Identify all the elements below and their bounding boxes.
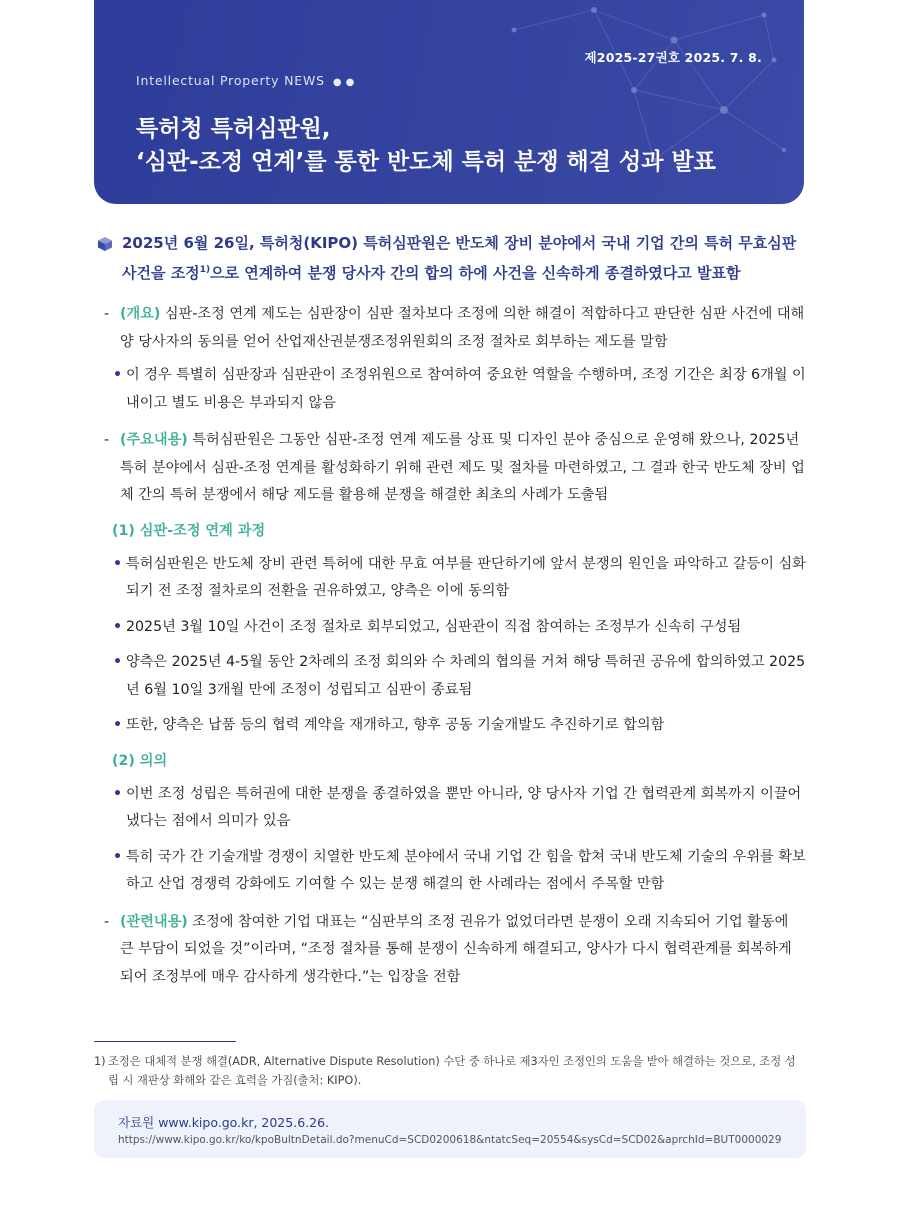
process-item-4: 또한, 양측은 납품 등의 협력 계약을 재개하고, 향후 공동 기술개발도 추진하기로 합의함 <box>126 717 665 733</box>
footnote-marker: 1) <box>94 1055 106 1068</box>
dash-marker: - <box>104 432 110 448</box>
article-body <box>94 230 806 991</box>
overview-label: (개요) <box>120 306 161 322</box>
list-item <box>94 649 806 704</box>
process-item-1: 특허심판원은 반도체 장비 관련 특허에 대한 무효 여부를 판단하기에 앞서 분쟁의 원인을 파악하고 갈등이 심화되기 전 조정 절차로의 전환을 권유하였고, 양측은 이에 동의함 <box>126 555 806 599</box>
main-content-label: (주요내용) <box>120 432 188 448</box>
cube-icon <box>97 236 113 252</box>
footnote-ref[interactable]: 1) <box>199 265 211 275</box>
process-heading: (1) 심판-조정 연계 과정 <box>112 522 266 539</box>
footnote <box>94 1052 806 1090</box>
process-item-2: 2025년 3월 10일 사건이 조정 절차로 회부되었고, 심판관이 직접 참여하는 조정부가 신속히 구성됨 <box>126 618 742 635</box>
title-line-2: ‘심판-조정 연계’를 통한 반도체 특허 분쟁 해결 성과 발표 <box>136 149 716 175</box>
significance-item-1: 이번 조정 성립은 특허권에 대한 분쟁을 종결하였을 뿐만 아니라, 양 당사자 기업 간 협력관계 회복까지 이끌어 냈다는 점에서 의미가 있음 <box>126 785 802 829</box>
footnote-text: 조정은 대체적 분쟁 해결(ADR, Alternative Dispute Resolution) 수단 중 하나로 제3자인 조정인의 도움을 받아 해결하는 것으로, 조정 성립 시 재판상 화해와 같은 효력을 가짐(출처: KIPO). <box>108 1055 796 1087</box>
newsletter-label <box>136 73 358 88</box>
list-item <box>94 781 806 836</box>
bullet-icon: • <box>113 654 123 670</box>
lead-text-1: 2025년 6월 26일, 특허청(KIPO) 특허심판원은 반도체 장비 분야에서 국내 기업 간의 특허 무효심판 사건을 조정 <box>122 234 797 282</box>
related-label: (관련내용) <box>120 913 188 930</box>
list-item <box>94 614 806 642</box>
significance-heading: (2) 의의 <box>112 752 168 769</box>
overview-paragraph <box>94 301 806 356</box>
overview-text: 심판-조정 연계 제도는 심판장이 심판 절차보다 조정에 의한 해결이 적합하다고 판단한 심판 사건에 대해 양 당사자의 동의를 얻어 산업재산권분쟁조정위원회의 조정 절차로 회부하는 제도를 말함 <box>120 306 805 350</box>
lead-summary <box>94 230 806 287</box>
significance-item-2: 특히 국가 간 기술개발 경쟁이 치열한 반도체 분야에서 국내 기업 간 힘을 합쳐 국내 반도체 기술의 우위를 확보하고 산업 경쟁력 강화에도 기여할 수 있는 분쟁 해결의 한 사례라는 점에서 주목할 만함 <box>126 848 806 892</box>
bullet-icon: • <box>113 717 123 733</box>
source-line: 자료원 www.kipo.go.kr, 2025.6.26. <box>118 1115 329 1130</box>
dash-marker: - <box>104 913 110 930</box>
main-content-text: 특허심판원은 그동안 심판-조정 연계 제도를 상표 및 디자인 분야 중심으로 운영해 왔으나, 2025년 특허 분야에서 심판-조정 연계를 활성화하기 위해 관련 제도 및 절차를 마련하였고, 그 결과 한국 반도체 장비 업체 간의 특허 분쟁에서 해당 제도를 활용해 분쟁을 해결한 최초의 사례가 도출됨 <box>120 432 805 503</box>
list-item <box>94 362 806 417</box>
list-item <box>94 551 806 606</box>
footnote-divider <box>94 1041 236 1042</box>
main-content-paragraph <box>94 427 806 510</box>
bullet-icon: • <box>113 367 123 383</box>
dash-marker: - <box>104 306 110 322</box>
source-url-link[interactable]: https://www.kipo.go.kr/ko/kpoBultnDetail.do?menuCd=SCD0200618&ntatcSeq=20554&sysCd=SCD02&aprchId=BUT0000029 <box>118 1134 782 1146</box>
issue-number: 제2025-27권호 2025. 7. 8. <box>584 50 762 65</box>
title-line-1: 특허청 특허심판원, <box>136 116 331 142</box>
newsletter-name: Intellectual Property NEWS <box>136 73 325 88</box>
lead-text-2: 으로 연계하여 분쟁 당사자 간의 합의 하에 사건을 신속하게 종결하였다고 발표함 <box>210 264 741 282</box>
source-box <box>94 1100 806 1158</box>
related-text: 조정에 참여한 기업 대표는 “심판부의 조정 권유가 없었더라면 분쟁이 오래 지속되어 기업 활동에 큰 부담이 되었을 것”이라며, “조정 절차를 통해 분쟁이 신속하게 해결되고, 양사가 다시 협력관계를 회복하게 되어 조정부에 매우 감사하게 생각한다.”는 입장을 전함 <box>120 913 792 985</box>
bullet-icon: • <box>113 555 123 572</box>
page-title <box>136 113 716 179</box>
process-item-3: 양측은 2025년 4-5월 동안 2차례의 조정 회의와 수 차례의 협의를 거쳐 해당 특허권 공유에 합의하였고 2025년 6월 10일 3개월 만에 조정이 성립되고 심판이 종료됨 <box>126 654 806 698</box>
list-item <box>94 844 806 899</box>
list-item <box>94 712 806 740</box>
header-banner <box>94 0 804 204</box>
overview-bullet-text: 이 경우 특별히 심판장과 심판관이 조정위원으로 참여하여 중요한 역할을 수행하며, 조정 기간은 최장 6개월 이내이고 별도 비용은 부과되지 않음 <box>126 367 806 411</box>
bullet-icon: • <box>113 848 123 865</box>
bullet-icon: • <box>113 618 123 635</box>
dots-icon: ●● <box>332 77 359 88</box>
related-paragraph <box>94 909 806 992</box>
bullet-icon: • <box>113 785 123 802</box>
